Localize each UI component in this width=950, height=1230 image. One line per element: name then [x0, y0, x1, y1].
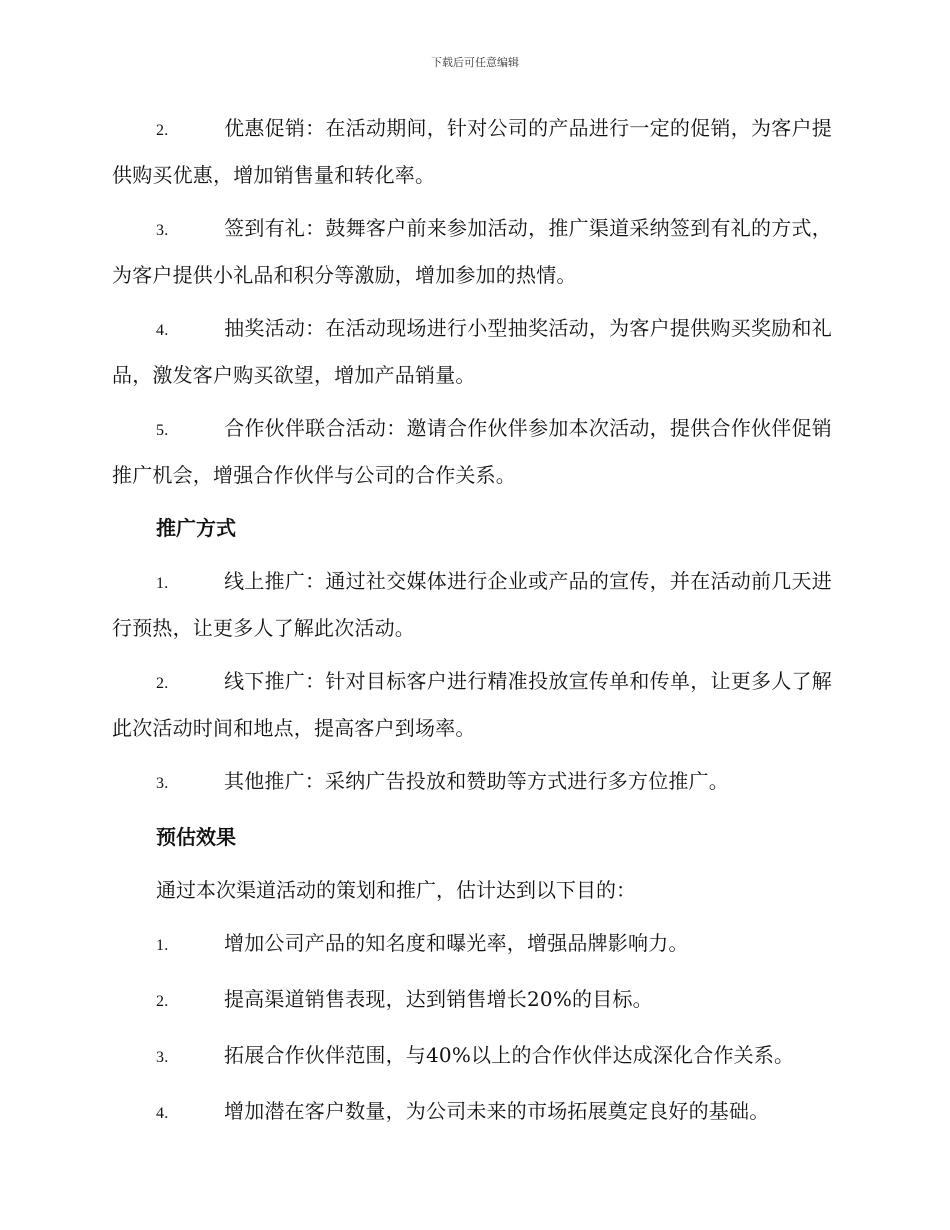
section-heading-effect: 预估效果 [156, 825, 236, 849]
list-number: 3. [156, 775, 169, 792]
list-text: 其他推广：采纳广告投放和赞助等方式进行多方位推广。 [224, 769, 729, 793]
list-text: 增加潜在客户数量，为公司未来的市场拓展奠定良好的基础。 [224, 1099, 770, 1123]
list-item [112, 921, 832, 968]
list-number: 3. [156, 1049, 169, 1066]
list-text: 拓展合作伙伴范围，与40%以上的合作伙伴达成深化合作关系。 [224, 1043, 795, 1067]
list-number: 4. [156, 322, 169, 339]
list-number: 2. [156, 675, 169, 692]
list-text: 优惠促销：在活动期间，针对公司的产品进行一定的促销，为客户提供购买优惠，增加销售量和转化率。 [112, 116, 832, 187]
list-number: 2. [156, 993, 169, 1010]
list-number: 2. [156, 122, 169, 139]
list-number: 4. [156, 1105, 169, 1122]
document-body [112, 106, 832, 1145]
list-item [112, 759, 832, 806]
list-item [112, 106, 832, 197]
list-number: 3. [156, 222, 169, 239]
list-text: 合作伙伴联合活动：邀请合作伙伴参加本次活动，提供合作伙伴促销推广机会，增强合作伙伴与公司的合作关系。 [112, 416, 832, 487]
section-heading-promotion: 推广方式 [156, 516, 236, 540]
list-item [112, 1033, 832, 1080]
list-item [112, 206, 832, 297]
list-item [112, 1089, 832, 1136]
list-text: 提高渠道销售表现，达到销售增长20%的目标。 [224, 987, 653, 1011]
list-text: 抽奖活动：在活动现场进行小型抽奖活动，为客户提供购买奖励和礼品，激发客户购买欲望，增加产品销量。 [112, 316, 832, 387]
list-number: 1. [156, 575, 169, 592]
list-item [112, 659, 832, 750]
list-item [112, 406, 832, 497]
list-item [112, 559, 832, 650]
list-text: 增加公司产品的知名度和曝光率，增强品牌影响力。 [224, 931, 689, 955]
list-number: 5. [156, 422, 169, 439]
list-text: 线下推广：针对目标客户进行精准投放宣传单和传单，让更多人了解此次活动时间和地点，提高客户到场率。 [112, 669, 832, 740]
list-text: 线上推广：通过社交媒体进行企业或产品的宣传，并在活动前几天进行预热，让更多人了解此次活动。 [112, 569, 832, 640]
list-number: 1. [156, 937, 169, 954]
list-text: 签到有礼：鼓舞客户前来参加活动，推广渠道采纳签到有礼的方式，为客户提供小礼品和积分等激励，增加参加的热情。 [112, 216, 832, 287]
list-item [112, 306, 832, 397]
section-intro: 通过本次渠道活动的策划和推广，估计达到以下目的： [156, 878, 636, 902]
page-header: 下载后可任意编辑 [431, 56, 519, 69]
list-item [112, 977, 832, 1024]
